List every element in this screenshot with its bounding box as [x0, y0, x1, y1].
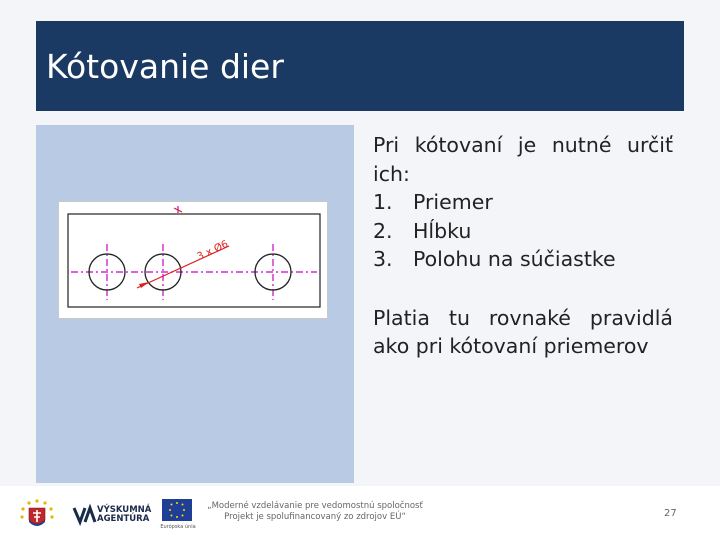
- hole-drawing-svg: [59, 202, 327, 318]
- list-item-text: Hĺbku: [413, 218, 472, 243]
- footer-project-text: [200, 501, 430, 523]
- list-item: [373, 217, 673, 246]
- list-item: [373, 245, 673, 274]
- page-number: 27: [664, 508, 677, 519]
- eu-flag-icon: [162, 499, 192, 521]
- part-outline: [68, 214, 320, 307]
- title-bar: [36, 21, 684, 111]
- list-item-text: Priemer: [413, 190, 493, 214]
- agency-name-line2: AGENTÚRA: [97, 514, 150, 524]
- leader-arrow-icon: [139, 282, 149, 288]
- dimension-label: 3 x Ø6: [195, 238, 231, 263]
- crest-logo-icon: [18, 498, 56, 532]
- list-item-number: 1.: [373, 190, 393, 214]
- technical-drawing: [58, 201, 328, 319]
- agency-name-line1: VÝSKUMNÁ: [97, 505, 152, 515]
- eu-caption: Európska únia: [160, 524, 196, 530]
- list-item: [373, 188, 673, 217]
- note-text: Platia tu rovnaké pravidlá ako pri kótovaní priemerov: [373, 305, 673, 358]
- footer-text-line1: „Moderné vzdelávanie pre vedomostnú spoločnosť: [207, 501, 423, 511]
- agency-name: [97, 506, 151, 524]
- footer-text-line2: Projekt je spolufinancovaný zo zdrojov EÚ“: [224, 512, 406, 522]
- requirements-list: [373, 188, 673, 274]
- list-item-number: 3.: [373, 247, 393, 271]
- slide-body: [373, 131, 673, 381]
- list-item-text: Polohu na súčiastke: [413, 247, 616, 271]
- slide-title: Kótovanie dier: [46, 47, 284, 86]
- intro-text: Pri kótovaní je nutné určiť ich:: [373, 133, 673, 186]
- list-item-number: 2.: [373, 218, 393, 243]
